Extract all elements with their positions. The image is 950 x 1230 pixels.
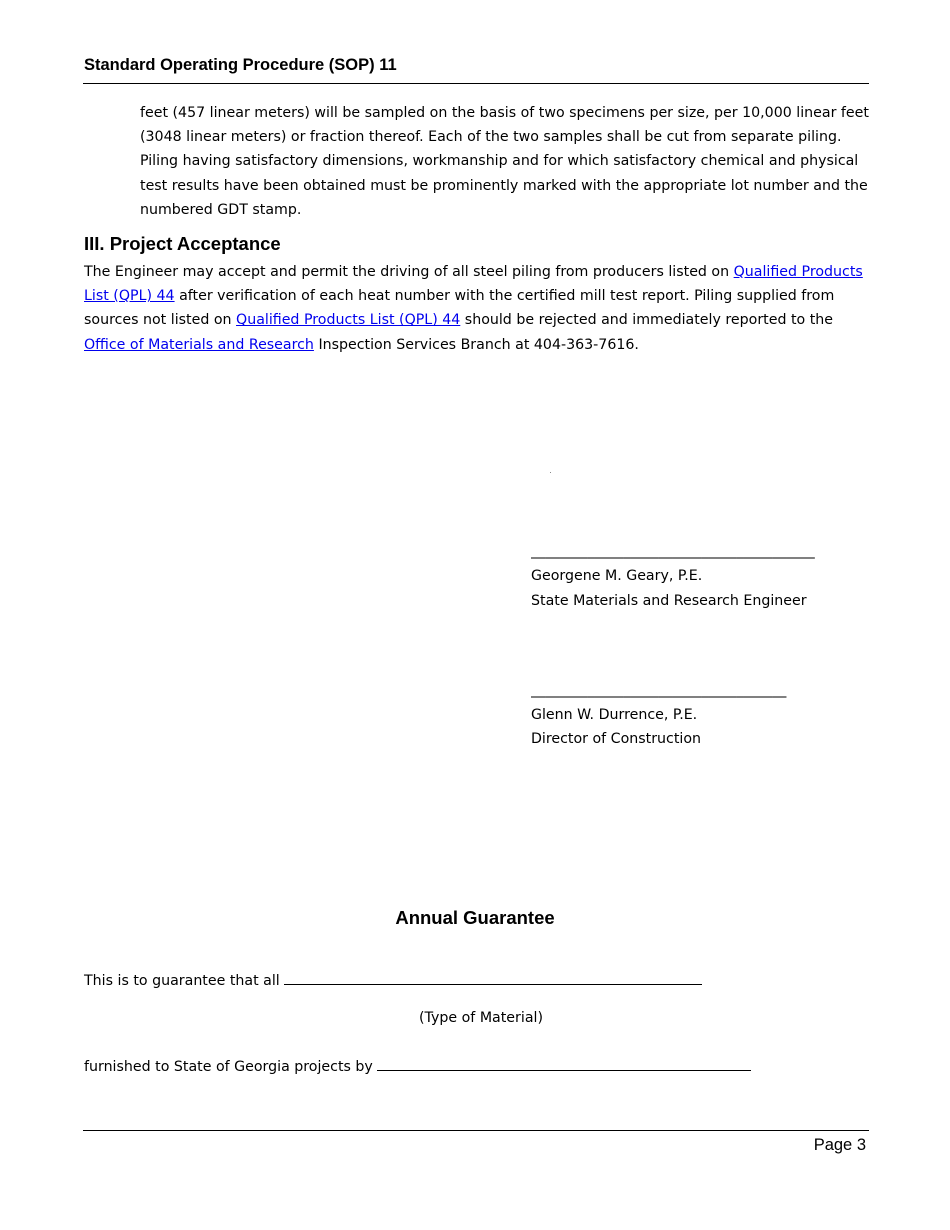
type-of-material-caption: (Type of Material) [419, 1010, 543, 1026]
text-segment: The Engineer may accept and permit the driving of all steel piling from producers listed on [84, 264, 734, 280]
text-segment: should be rejected and immediately reported to the [460, 312, 833, 329]
page-number: Page 3 [813, 1136, 866, 1154]
section-heading-project-acceptance: III. Project Acceptance [84, 233, 281, 254]
paragraph-project-acceptance [84, 260, 870, 357]
stray-dot [550, 472, 551, 473]
signatory-name-geary: Georgene M. Geary, P.E. [531, 568, 703, 584]
header-divider [83, 83, 869, 84]
guarantee-material-line [84, 970, 702, 989]
type-of-material-blank[interactable] [284, 970, 702, 985]
qpl-44-link[interactable]: Qualified Products List (QPL) 44 [84, 264, 863, 305]
signatory-title-durrence: Director of Construction [531, 731, 702, 747]
guarantee-supplier-line [84, 1056, 751, 1075]
guarantee-supplier-label: furnished to State of Georgia projects by [84, 1059, 378, 1075]
signature-line-geary: ________________________________________ [531, 543, 815, 559]
text-segment: Inspection Services Branch at 404-363-7616. [313, 336, 639, 353]
page-header-title: Standard Operating Procedure (SOP) 11 [84, 56, 397, 74]
footer-divider [83, 1130, 869, 1131]
signatory-title-geary: State Materials and Research Engineer [531, 593, 807, 609]
guarantee-material-label: This is to guarantee that all [84, 973, 285, 989]
annual-guarantee-title: Annual Guarantee [395, 907, 555, 928]
signature-line-durrence: ____________________________________ [531, 682, 787, 698]
qpl-44-link-second[interactable]: Qualified Products List (QPL) 44 [236, 312, 461, 329]
office-materials-research-link[interactable]: Office of Materials and Research [84, 336, 314, 353]
paragraph-sampling: feet (457 linear meters) will be sampled on the basis of two specimens per size, per 10,000 linear feet (3048 linear meters) or fraction thereof. Each of the two samples shall be cut from separate piling. Piling having satisfactory dimensions, workmanship and for which satisfactory chemical and physical test results have been obtained must be prominently marked with the appropriate lot number and the numbered GDT stamp. [140, 105, 869, 218]
supplier-name-blank[interactable] [377, 1056, 751, 1071]
text-segment: after verification of each heat number with the certified mill test report. Piling supplied from sources not listed on [84, 288, 835, 329]
signatory-name-durrence: Glenn W. Durrence, P.E. [531, 707, 698, 723]
